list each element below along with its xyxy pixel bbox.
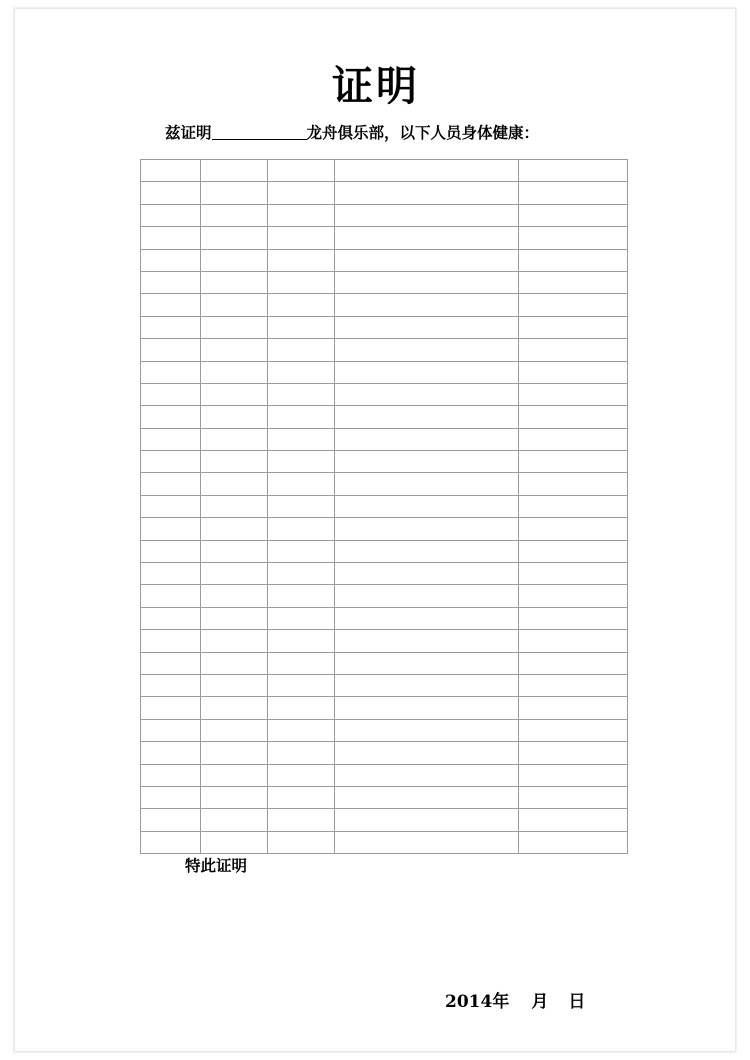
cell[interactable] <box>141 361 201 383</box>
paper-sheet <box>14 8 736 1052</box>
cell[interactable] <box>519 518 628 540</box>
cell[interactable] <box>268 271 335 293</box>
cell[interactable] <box>335 406 519 428</box>
cell[interactable] <box>519 697 628 719</box>
club-name-blank[interactable] <box>212 139 307 140</box>
cell[interactable] <box>141 182 201 204</box>
cell[interactable] <box>141 227 201 249</box>
cell[interactable] <box>201 630 268 652</box>
cell[interactable] <box>268 160 335 182</box>
cell[interactable] <box>519 204 628 226</box>
cell[interactable] <box>519 585 628 607</box>
cell[interactable] <box>335 742 519 764</box>
cell[interactable] <box>335 361 519 383</box>
cell[interactable] <box>519 249 628 271</box>
cell[interactable] <box>268 764 335 786</box>
cell[interactable] <box>141 786 201 808</box>
cell[interactable] <box>201 473 268 495</box>
cell[interactable] <box>335 563 519 585</box>
cell[interactable] <box>141 204 201 226</box>
cell[interactable] <box>335 451 519 473</box>
cell[interactable] <box>141 160 201 182</box>
cell[interactable] <box>201 339 268 361</box>
table-row[interactable] <box>141 451 628 473</box>
cell[interactable] <box>141 339 201 361</box>
cell[interactable] <box>335 383 519 405</box>
table-row[interactable] <box>141 742 628 764</box>
cell[interactable] <box>335 182 519 204</box>
cell[interactable] <box>519 652 628 674</box>
cell[interactable] <box>201 652 268 674</box>
cell[interactable] <box>519 271 628 293</box>
table-row[interactable] <box>141 495 628 517</box>
cell[interactable] <box>141 607 201 629</box>
closing-statement: 特此证明 <box>185 856 248 875</box>
cell[interactable] <box>201 495 268 517</box>
cell[interactable] <box>519 428 628 450</box>
cell[interactable] <box>268 182 335 204</box>
cell[interactable] <box>268 809 335 831</box>
cell[interactable] <box>201 451 268 473</box>
cell[interactable] <box>201 697 268 719</box>
table-row[interactable] <box>141 674 628 696</box>
cell[interactable] <box>335 630 519 652</box>
cell[interactable] <box>141 742 201 764</box>
cell[interactable] <box>201 831 268 853</box>
date-year: 2014年 <box>445 992 510 1012</box>
cell[interactable] <box>141 406 201 428</box>
cell[interactable] <box>335 204 519 226</box>
table-row[interactable] <box>141 271 628 293</box>
cell[interactable] <box>141 473 201 495</box>
table-row[interactable] <box>141 160 628 182</box>
cell[interactable] <box>201 160 268 182</box>
page-title: 证明 <box>332 62 420 110</box>
table-row[interactable] <box>141 540 628 562</box>
cell[interactable] <box>519 451 628 473</box>
table-row[interactable] <box>141 585 628 607</box>
cell[interactable] <box>268 540 335 562</box>
cell[interactable] <box>519 473 628 495</box>
table-row[interactable] <box>141 182 628 204</box>
cell[interactable] <box>335 809 519 831</box>
cell[interactable] <box>268 652 335 674</box>
cell[interactable] <box>201 518 268 540</box>
table-row[interactable] <box>141 383 628 405</box>
cell[interactable] <box>519 294 628 316</box>
cell[interactable] <box>335 831 519 853</box>
cell[interactable] <box>335 227 519 249</box>
cell[interactable] <box>268 227 335 249</box>
cell[interactable] <box>519 316 628 338</box>
cell[interactable] <box>141 652 201 674</box>
cell[interactable] <box>519 563 628 585</box>
cell[interactable] <box>201 674 268 696</box>
date-month: 月 <box>531 992 549 1012</box>
cell[interactable] <box>335 294 519 316</box>
cell[interactable] <box>201 585 268 607</box>
cell[interactable] <box>201 719 268 741</box>
cell[interactable] <box>201 764 268 786</box>
cell[interactable] <box>201 182 268 204</box>
table-row[interactable] <box>141 809 628 831</box>
cell[interactable] <box>201 249 268 271</box>
cell[interactable] <box>201 428 268 450</box>
cell[interactable] <box>519 742 628 764</box>
table-row[interactable] <box>141 227 628 249</box>
cell[interactable] <box>268 451 335 473</box>
cell[interactable] <box>335 339 519 361</box>
table-row[interactable] <box>141 339 628 361</box>
cell[interactable] <box>519 764 628 786</box>
cell[interactable] <box>141 249 201 271</box>
table-row[interactable] <box>141 607 628 629</box>
intro-statement <box>165 121 725 143</box>
cell[interactable] <box>335 271 519 293</box>
cell[interactable] <box>335 719 519 741</box>
intro-suffix: 龙舟俱乐部，以下人员身体健康： <box>306 123 540 142</box>
cell[interactable] <box>201 406 268 428</box>
members-table-body <box>141 160 628 854</box>
cell[interactable] <box>335 674 519 696</box>
cell[interactable] <box>519 719 628 741</box>
cell[interactable] <box>268 518 335 540</box>
cell[interactable] <box>268 630 335 652</box>
table-row[interactable] <box>141 249 628 271</box>
table-row[interactable] <box>141 361 628 383</box>
table-row[interactable] <box>141 786 628 808</box>
cell[interactable] <box>335 697 519 719</box>
cell[interactable] <box>268 361 335 383</box>
table-row[interactable] <box>141 428 628 450</box>
date-day: 日 <box>568 992 586 1012</box>
cell[interactable] <box>141 697 201 719</box>
cell[interactable] <box>268 585 335 607</box>
cell[interactable] <box>141 294 201 316</box>
cell[interactable] <box>268 204 335 226</box>
cell[interactable] <box>268 786 335 808</box>
cell[interactable] <box>519 809 628 831</box>
cell[interactable] <box>268 428 335 450</box>
cell[interactable] <box>268 719 335 741</box>
cell[interactable] <box>201 563 268 585</box>
table-row[interactable] <box>141 719 628 741</box>
cell[interactable] <box>141 518 201 540</box>
cell[interactable] <box>201 786 268 808</box>
cell[interactable] <box>335 607 519 629</box>
cell[interactable] <box>335 160 519 182</box>
cell[interactable] <box>141 383 201 405</box>
cell[interactable] <box>201 607 268 629</box>
cell[interactable] <box>335 428 519 450</box>
cell[interactable] <box>335 249 519 271</box>
cell[interactable] <box>141 764 201 786</box>
cell[interactable] <box>201 383 268 405</box>
table-row[interactable] <box>141 652 628 674</box>
cell[interactable] <box>141 495 201 517</box>
cell[interactable] <box>519 339 628 361</box>
intro-prefix: 兹证明 <box>165 123 212 142</box>
cell[interactable] <box>141 563 201 585</box>
cell[interactable] <box>141 428 201 450</box>
cell[interactable] <box>141 540 201 562</box>
cell[interactable] <box>141 831 201 853</box>
cell[interactable] <box>141 451 201 473</box>
cell[interactable] <box>519 674 628 696</box>
cell[interactable] <box>201 742 268 764</box>
table-row[interactable] <box>141 518 628 540</box>
cell[interactable] <box>141 674 201 696</box>
cell[interactable] <box>519 160 628 182</box>
cell[interactable] <box>268 697 335 719</box>
table-row[interactable] <box>141 764 628 786</box>
cell[interactable] <box>268 249 335 271</box>
table-row[interactable] <box>141 406 628 428</box>
cell[interactable] <box>335 495 519 517</box>
cell[interactable] <box>201 204 268 226</box>
cell[interactable] <box>268 831 335 853</box>
cell[interactable] <box>268 406 335 428</box>
cell[interactable] <box>519 227 628 249</box>
cell[interactable] <box>141 630 201 652</box>
cell[interactable] <box>141 316 201 338</box>
cell[interactable] <box>519 540 628 562</box>
cell[interactable] <box>201 294 268 316</box>
cell[interactable] <box>335 473 519 495</box>
cell[interactable] <box>335 652 519 674</box>
cell[interactable] <box>268 495 335 517</box>
cell[interactable] <box>268 316 335 338</box>
cell[interactable] <box>519 361 628 383</box>
cell[interactable] <box>201 361 268 383</box>
date-line <box>445 987 585 1012</box>
cell[interactable] <box>335 540 519 562</box>
cell[interactable] <box>268 473 335 495</box>
cell[interactable] <box>268 563 335 585</box>
cell[interactable] <box>201 271 268 293</box>
cell[interactable] <box>268 674 335 696</box>
cell[interactable] <box>268 742 335 764</box>
cell[interactable] <box>268 383 335 405</box>
cell[interactable] <box>335 585 519 607</box>
cell[interactable] <box>335 786 519 808</box>
table-row[interactable] <box>141 831 628 853</box>
table-row[interactable] <box>141 294 628 316</box>
cell[interactable] <box>268 339 335 361</box>
cell[interactable] <box>519 786 628 808</box>
cell[interactable] <box>201 540 268 562</box>
cell[interactable] <box>519 607 628 629</box>
cell[interactable] <box>519 495 628 517</box>
table-row[interactable] <box>141 473 628 495</box>
table-row[interactable] <box>141 630 628 652</box>
cell[interactable] <box>201 809 268 831</box>
cell[interactable] <box>141 271 201 293</box>
cell[interactable] <box>335 316 519 338</box>
cell[interactable] <box>201 316 268 338</box>
cell[interactable] <box>519 182 628 204</box>
cell[interactable] <box>519 406 628 428</box>
table-row[interactable] <box>141 697 628 719</box>
table-row[interactable] <box>141 316 628 338</box>
cell[interactable] <box>201 227 268 249</box>
cell[interactable] <box>335 518 519 540</box>
cell[interactable] <box>519 383 628 405</box>
cell[interactable] <box>268 294 335 316</box>
cell[interactable] <box>335 764 519 786</box>
cell[interactable] <box>141 719 201 741</box>
cell[interactable] <box>141 585 201 607</box>
cell[interactable] <box>141 809 201 831</box>
cell[interactable] <box>268 607 335 629</box>
table-row[interactable] <box>141 204 628 226</box>
members-table <box>140 159 628 854</box>
cell[interactable] <box>519 831 628 853</box>
table-row[interactable] <box>141 563 628 585</box>
cell[interactable] <box>519 630 628 652</box>
